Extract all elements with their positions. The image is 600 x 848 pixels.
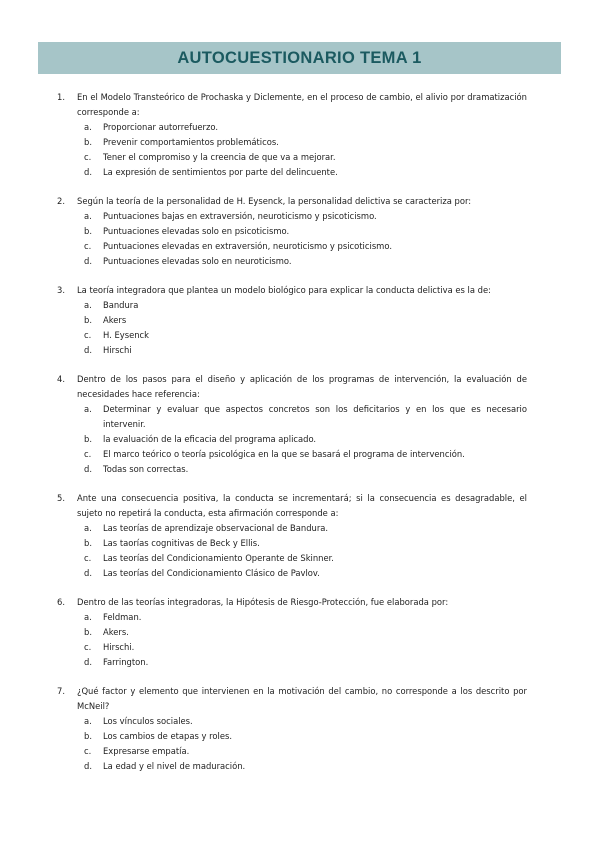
answer-option	[57, 566, 527, 581]
option-letter: b.	[84, 731, 92, 741]
page-title: AUTOCUESTIONARIO TEMA 1	[177, 48, 422, 67]
question-4	[57, 372, 527, 477]
option-text: Bandura	[103, 300, 139, 310]
answer-option	[57, 655, 527, 670]
option-list	[57, 521, 527, 581]
option-letter: b.	[84, 226, 92, 236]
option-list	[57, 209, 527, 269]
option-text: La expresión de sentimientos por parte del delincuente.	[103, 167, 338, 177]
option-letter: c.	[84, 746, 92, 756]
question-stem	[57, 684, 527, 714]
question-5	[57, 491, 527, 581]
option-letter: a.	[84, 523, 92, 533]
option-letter: d.	[84, 761, 92, 771]
option-letter: a.	[84, 612, 92, 622]
question-text: ¿Qué factor y elemento que intervienen en la motivación del cambio, no corresponde a los descrito por McNeil?	[77, 686, 527, 711]
question-number: 2.	[57, 196, 65, 206]
option-text: Expresarse empatía.	[103, 746, 190, 756]
question-stem	[57, 90, 527, 120]
option-text: El marco teórico o teoría psicológica en la que se basará el programa de intervención.	[103, 449, 465, 459]
option-letter: b.	[84, 315, 92, 325]
answer-option	[57, 135, 527, 150]
option-letter: c.	[84, 553, 92, 563]
option-text: Feldman.	[103, 612, 142, 622]
option-text: Puntuaciones elevadas en extraversión, neuroticismo y psicoticismo.	[103, 241, 392, 251]
question-2	[57, 194, 527, 269]
question-6	[57, 595, 527, 670]
option-letter: a.	[84, 716, 92, 726]
question-text: Ante una consecuencia positiva, la conducta se incrementará; si la consecuencia es desagradable, el sujeto no repetirá la conducta, esta afirmación corresponde a:	[77, 493, 527, 518]
answer-option	[57, 313, 527, 328]
option-text: Akers	[103, 315, 127, 325]
answer-option	[57, 402, 527, 432]
question-number: 6.	[57, 597, 65, 607]
answer-option	[57, 328, 527, 343]
option-list	[57, 714, 527, 774]
question-7	[57, 684, 527, 774]
question-stem	[57, 491, 527, 521]
option-text: Las teorías de aprendizaje observacional de Bandura.	[103, 523, 329, 533]
option-letter: d.	[84, 464, 92, 474]
question-number: 4.	[57, 374, 65, 384]
answer-option	[57, 447, 527, 462]
option-letter: b.	[84, 627, 92, 637]
option-text: Puntuaciones elevadas solo en neuroticismo.	[103, 256, 292, 266]
option-text: Farrington.	[103, 657, 149, 667]
question-number: 3.	[57, 285, 65, 295]
answer-option	[57, 298, 527, 313]
question-text: Dentro de los pasos para el diseño y aplicación de los programas de intervención, la evaluación de necesidades hace referencia:	[77, 374, 527, 399]
option-text: la evaluación de la eficacia del programa aplicado.	[103, 434, 317, 444]
option-list	[57, 402, 527, 477]
answer-option	[57, 640, 527, 655]
question-stem	[57, 595, 527, 610]
option-list	[57, 120, 527, 180]
answer-option	[57, 521, 527, 536]
question-text: La teoría integradora que plantea un modelo biológico para explicar la conducta delictiva es la de:	[77, 285, 491, 295]
answer-option	[57, 432, 527, 447]
answer-option	[57, 744, 527, 759]
answer-option	[57, 239, 527, 254]
question-stem	[57, 283, 527, 298]
question-stem	[57, 194, 527, 209]
question-number: 7.	[57, 686, 65, 696]
question-number: 1.	[57, 92, 65, 102]
question-number: 5.	[57, 493, 65, 503]
answer-option	[57, 610, 527, 625]
option-text: Los vínculos sociales.	[103, 716, 193, 726]
option-letter: d.	[84, 568, 92, 578]
question-text: En el Modelo Transteórico de Prochaska y Diclemente, en el proceso de cambio, el alivio por dramatización corresponde a:	[77, 92, 527, 117]
option-text: Determinar y evaluar que aspectos concretos son los deficitarios y en los que es necesario intervenir.	[103, 404, 527, 429]
answer-option	[57, 165, 527, 180]
option-text: H. Eysenck	[103, 330, 150, 340]
option-letter: d.	[84, 657, 92, 667]
option-text: Las taorías cognitivas de Beck y Ellis.	[103, 538, 260, 548]
option-letter: c.	[84, 152, 92, 162]
option-letter: a.	[84, 300, 92, 310]
option-text: Todas son correctas.	[103, 464, 189, 474]
option-letter: b.	[84, 137, 92, 147]
option-text: Hirschi	[103, 345, 132, 355]
option-text: La edad y el nivel de maduración.	[103, 761, 246, 771]
option-letter: c.	[84, 241, 92, 251]
option-text: Los cambios de etapas y roles.	[103, 731, 233, 741]
answer-option	[57, 536, 527, 551]
option-text: Puntuaciones bajas en extraversión, neuroticismo y psicoticismo.	[103, 211, 377, 221]
option-letter: d.	[84, 256, 92, 266]
question-1	[57, 90, 527, 180]
option-text: Proporcionar autorrefuerzo.	[103, 122, 219, 132]
option-letter: c.	[84, 642, 92, 652]
answer-option	[57, 209, 527, 224]
option-list	[57, 298, 527, 358]
answer-option	[57, 120, 527, 135]
option-letter: d.	[84, 167, 92, 177]
answer-option	[57, 729, 527, 744]
option-letter: d.	[84, 345, 92, 355]
option-letter: a.	[84, 122, 92, 132]
title-banner	[38, 42, 561, 74]
answer-option	[57, 150, 527, 165]
option-letter: b.	[84, 538, 92, 548]
answer-option	[57, 759, 527, 774]
option-text: Tener el compromiso y la creencia de que va a mejorar.	[103, 152, 336, 162]
option-letter: a.	[84, 404, 92, 414]
question-text: Dentro de las teorías integradoras, la Hipótesis de Riesgo-Protección, fue elaborada por:	[77, 597, 449, 607]
option-text: Hirschi.	[103, 642, 135, 652]
answer-option	[57, 714, 527, 729]
answer-option	[57, 625, 527, 640]
option-text: Las teorías del Condicionamiento Operante de Skinner.	[103, 553, 334, 563]
answer-option	[57, 462, 527, 477]
option-letter: b.	[84, 434, 92, 444]
answer-option	[57, 254, 527, 269]
option-letter: c.	[84, 330, 92, 340]
answer-option	[57, 343, 527, 358]
option-text: Akers.	[103, 627, 129, 637]
question-stem	[57, 372, 527, 402]
option-list	[57, 610, 527, 670]
option-text: Puntuaciones elevadas solo en psicoticismo.	[103, 226, 290, 236]
answer-option	[57, 224, 527, 239]
answer-option	[57, 551, 527, 566]
question-3	[57, 283, 527, 358]
option-letter: a.	[84, 211, 92, 221]
option-letter: c.	[84, 449, 92, 459]
question-text: Según la teoría de la personalidad de H. Eysenck, la personalidad delictiva se caracteriza por:	[77, 196, 472, 206]
option-text: Prevenir comportamientos problemáticos.	[103, 137, 279, 147]
questionnaire	[57, 90, 527, 788]
option-text: Las teorías del Condicionamiento Clásico de Pavlov.	[103, 568, 320, 578]
